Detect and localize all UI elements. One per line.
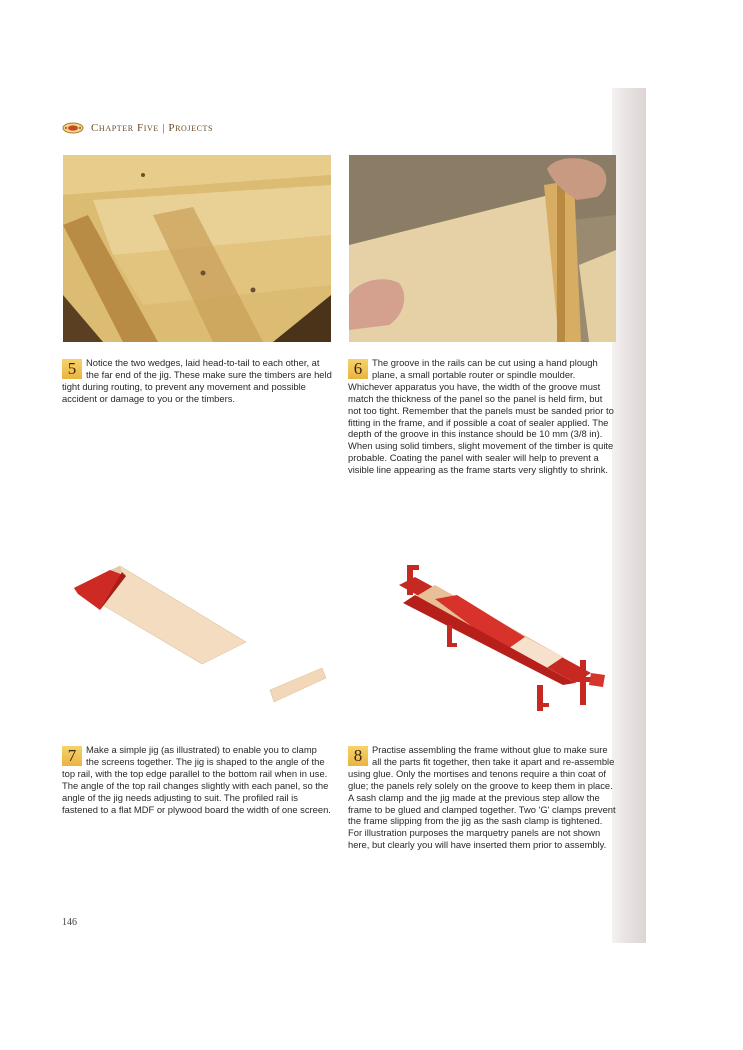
ornament-icon bbox=[62, 122, 84, 134]
step-6 bbox=[348, 357, 616, 476]
step-number-badge: 6 bbox=[348, 359, 368, 379]
illustration-frame-assembly bbox=[395, 565, 610, 713]
step-7 bbox=[62, 744, 332, 815]
step-number-badge: 5 bbox=[62, 359, 82, 379]
chapter-title: Chapter Five | Projects bbox=[91, 122, 214, 134]
photo-step-6 bbox=[349, 155, 616, 342]
step-text: The groove in the rails can be cut using a hand plough plane, a small portable router or spindle moulder. Whichever apparatus you have, the width of the groove must match the thickness of the panel so the panel is held firm, but not too tight. Remember that the panels must be sanded prior to fitting in the frame, and if possible a coat of sealer applied. The depth of the groove in this instance should be 10 mm (3/8 in). When using solid timbers, slight movement of the timber is quite probable. Coating the panel with sealer will help to prevent a visible line appearing as the frame starts very slightly to shrink. bbox=[348, 357, 614, 476]
step-text: Practise assembling the frame without glue to make sure all the parts fit together, then take it apart and re-assemble using glue. Only the mortises and tenons require a thin coat of glue; the panels rely solely on the groove to keep them in place. A sash clamp and the jig made at the previous step allow the frame to be glued and clamped together. Two 'G' clamps prevent the frame slipping from the jig as the sash clamp is tightened. For illustration purposes the marquetry panels are not shown here, but clearly you will have inserted them prior to assembly. bbox=[348, 744, 616, 851]
step-number-badge: 7 bbox=[62, 746, 82, 766]
running-header bbox=[62, 120, 213, 136]
page-edge-shadow bbox=[612, 88, 646, 943]
photo-step-5 bbox=[63, 155, 331, 342]
illustration-jig bbox=[70, 560, 335, 710]
page-number: 146 bbox=[62, 917, 77, 928]
step-text: Make a simple jig (as illustrated) to enable you to clamp the screens together. The jig is shaped to the angle of the top rail, with the top edge parallel to the bottom rail when in use. The angle of the top rail changes slightly with each panel, so the angle of the jig needs adjusting to suit. The profiled rail is fastened to a flat MDF or plywood board the width of one screen. bbox=[62, 744, 331, 815]
step-number-badge: 8 bbox=[348, 746, 368, 766]
step-text: Notice the two wedges, laid head-to-tail to each other, at the far end of the jig. These make sure the timbers are held tight during routing, to prevent any movement and possible accident or damage to you or the timbers. bbox=[62, 357, 332, 404]
step-5 bbox=[62, 357, 332, 405]
step-8 bbox=[348, 744, 616, 851]
